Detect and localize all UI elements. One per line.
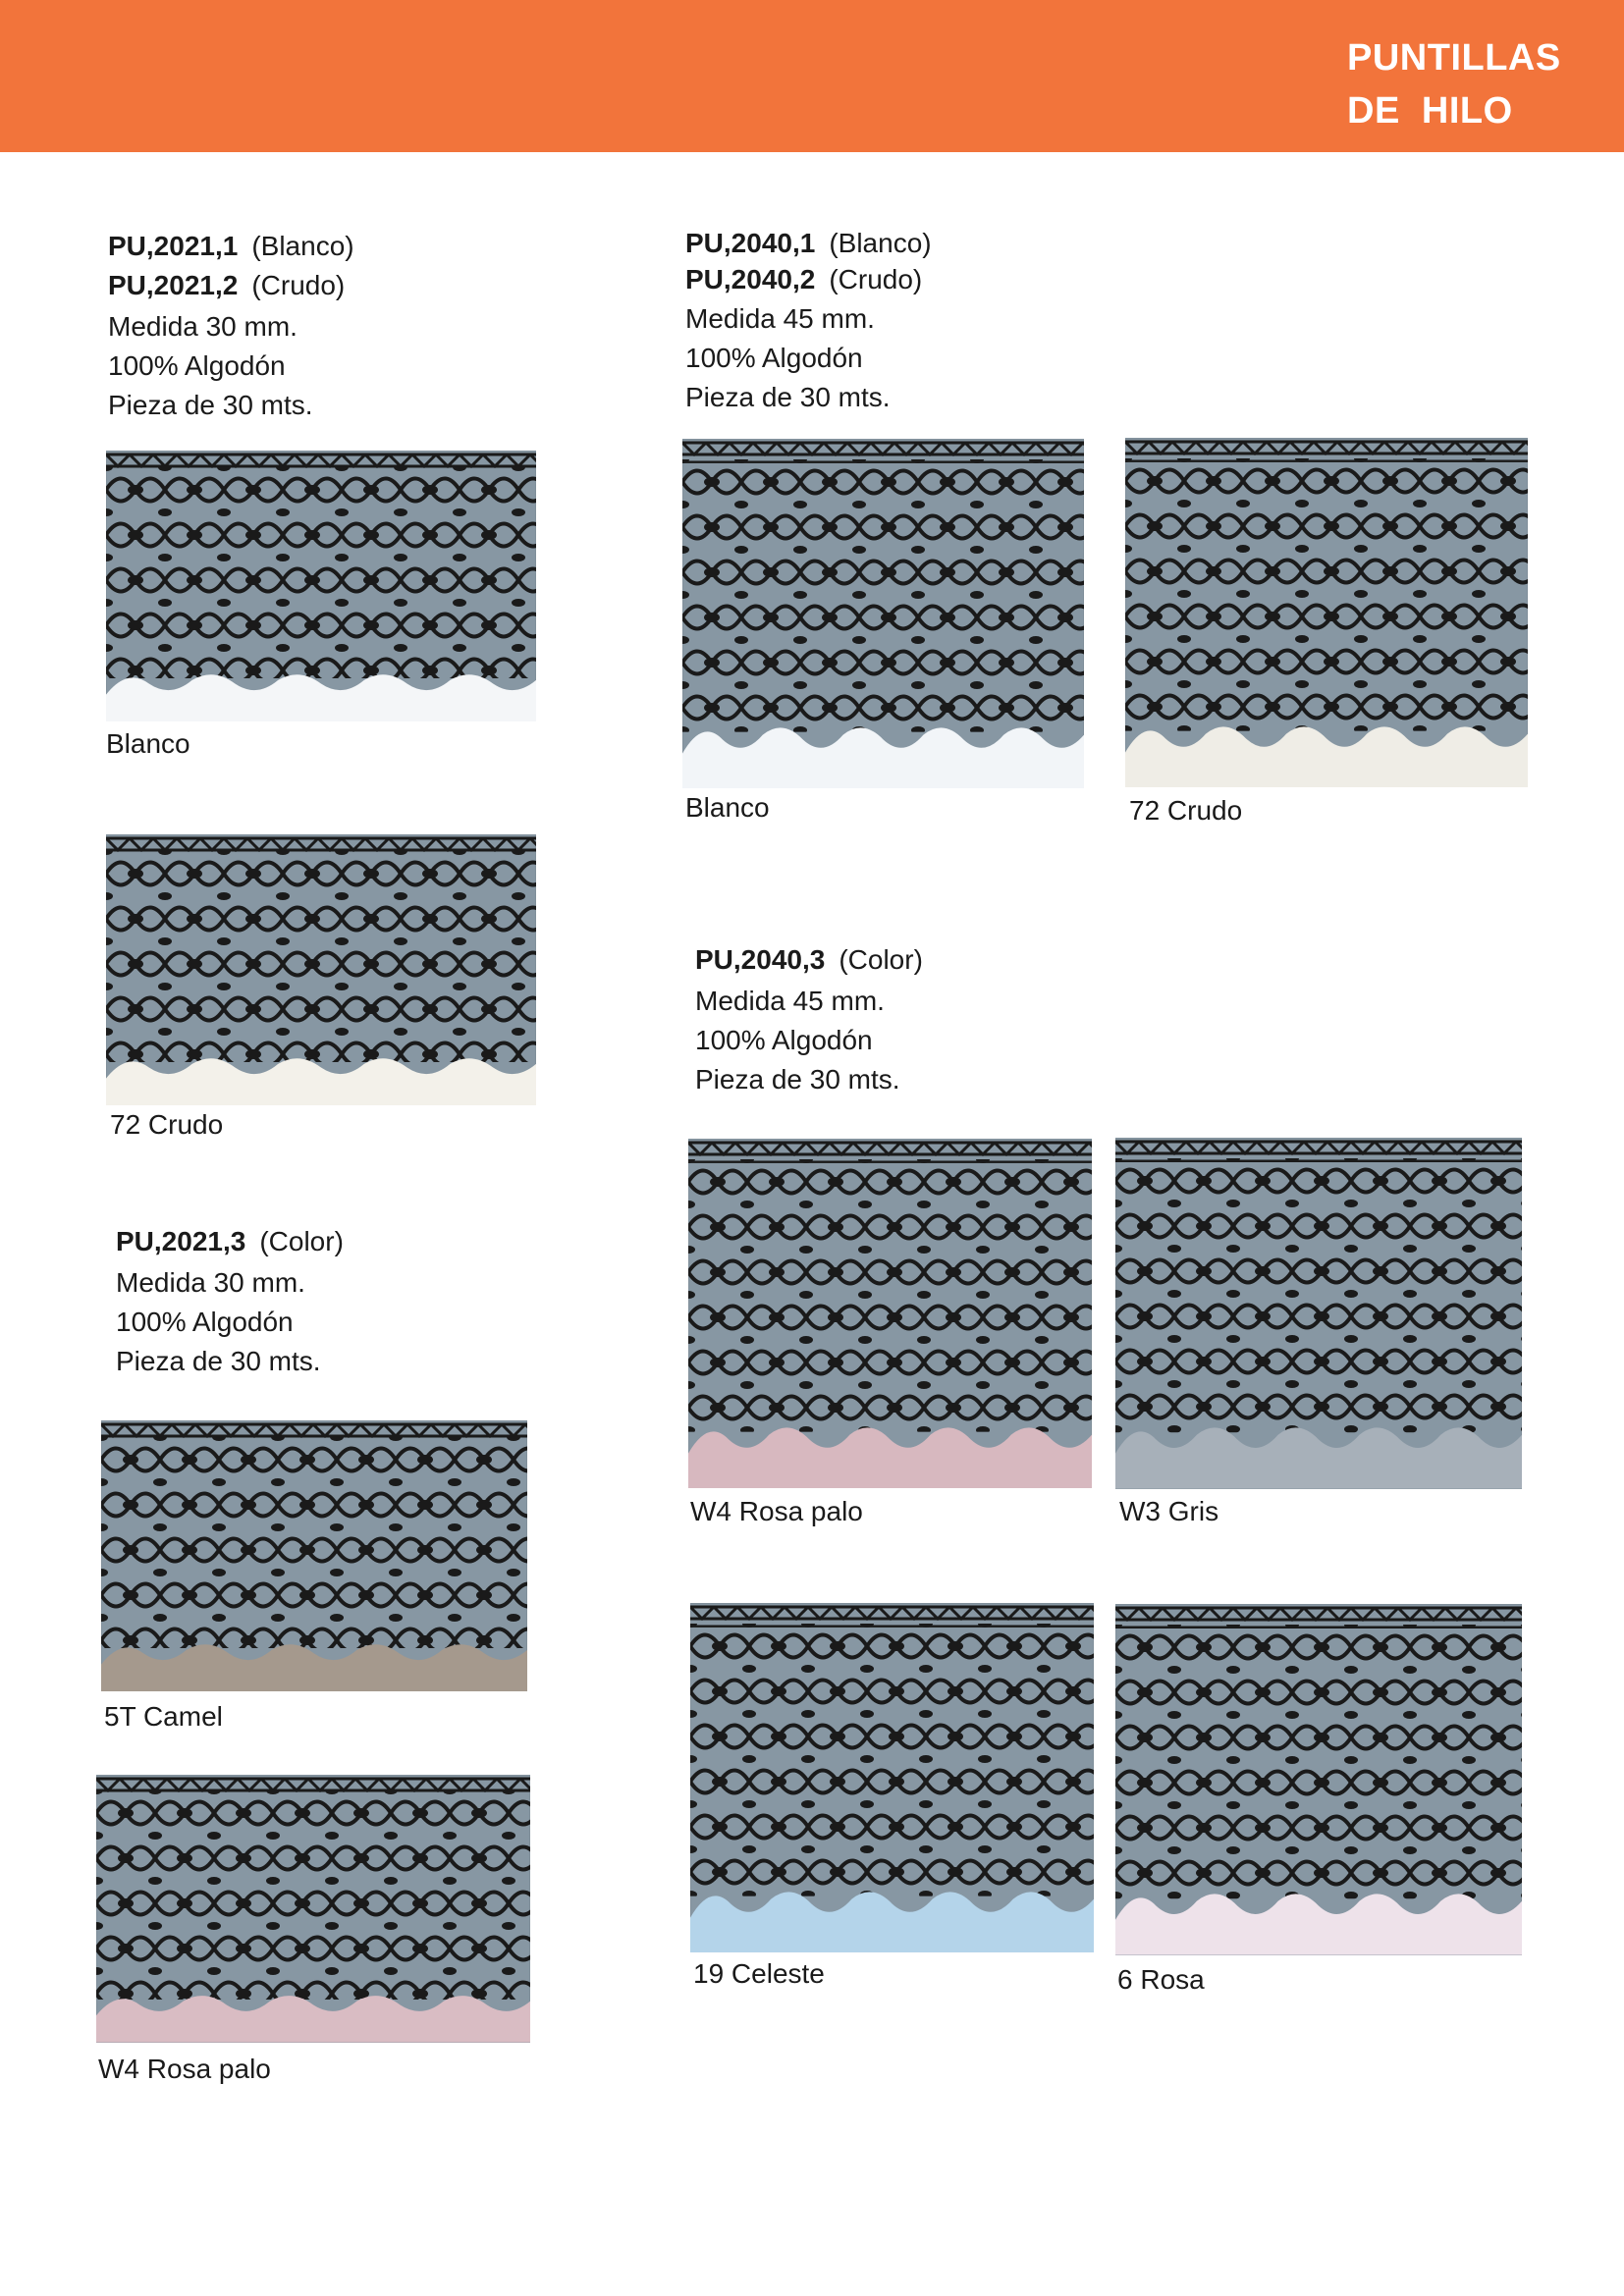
product-piece: Pieza de 30 mts. — [116, 1346, 321, 1376]
product-ref-line — [116, 1222, 344, 1261]
product-variant: (Blanco) — [251, 231, 354, 261]
product-size: Medida 30 mm. — [108, 311, 298, 342]
swatch-caption: 19 Celeste — [693, 1958, 825, 1989]
swatch-caption: 5T Camel — [104, 1701, 223, 1732]
lace-swatch-image — [101, 1420, 527, 1691]
lace-swatch-image — [96, 1775, 530, 2043]
lace-swatch-image — [106, 451, 536, 721]
product-variant: (Crudo) — [251, 270, 346, 300]
product-material: 100% Algodón — [108, 350, 286, 381]
lace-swatch-image — [690, 1603, 1094, 1952]
product-code: PU,2021,1 — [108, 231, 239, 261]
spec-pu2021-white — [108, 227, 354, 425]
lace-swatch-image — [688, 1139, 1092, 1488]
product-variant: (Crudo) — [829, 264, 923, 294]
page-title — [1347, 31, 1561, 137]
product-material: 100% Algodón — [695, 1025, 873, 1055]
swatch-caption: 72 Crudo — [110, 1109, 224, 1140]
product-material: 100% Algodón — [685, 343, 863, 373]
swatch-caption: Blanco — [685, 792, 770, 823]
product-variant: (Color) — [839, 944, 923, 975]
spec-pu2040-color — [695, 940, 923, 1099]
swatch-caption: Blanco — [106, 728, 190, 759]
product-ref-line — [108, 227, 354, 266]
spec-pu2021-color — [116, 1222, 344, 1381]
swatch-caption: W4 Rosa palo — [690, 1496, 863, 1526]
lace-swatch-image — [1115, 1138, 1522, 1489]
product-piece: Pieza de 30 mts. — [695, 1064, 900, 1095]
page-title-line1: PUNTILLAS — [1347, 37, 1561, 79]
product-size: Medida 45 mm. — [695, 986, 885, 1016]
swatch-caption: 72 Crudo — [1129, 795, 1243, 826]
product-material: 100% Algodón — [116, 1307, 294, 1337]
lace-swatch-image — [106, 834, 536, 1105]
lace-swatch-image — [682, 439, 1084, 788]
product-variant: (Color) — [259, 1226, 344, 1256]
spec-pu2040-white — [685, 225, 932, 417]
product-code: PU,2021,2 — [108, 270, 239, 300]
page-title-line2: DE HILO — [1347, 90, 1513, 132]
lace-swatch-image — [1115, 1604, 1522, 1955]
product-piece: Pieza de 30 mts. — [108, 390, 313, 420]
product-piece: Pieza de 30 mts. — [685, 382, 891, 412]
product-size: Medida 30 mm. — [116, 1267, 305, 1298]
product-code: PU,2040,3 — [695, 944, 826, 975]
swatch-caption: W3 Gris — [1119, 1496, 1219, 1526]
product-ref-line — [685, 261, 932, 297]
product-size: Medida 45 mm. — [685, 303, 875, 334]
lace-swatch-image — [1125, 438, 1528, 787]
swatch-caption: W4 Rosa palo — [98, 2054, 271, 2084]
product-ref-line — [685, 225, 932, 261]
product-ref-line — [108, 266, 354, 305]
page-header — [0, 0, 1624, 152]
product-code: PU,2021,3 — [116, 1226, 246, 1256]
swatch-caption: 6 Rosa — [1117, 1964, 1205, 1995]
product-variant: (Blanco) — [829, 228, 932, 258]
product-code: PU,2040,2 — [685, 264, 816, 294]
product-code: PU,2040,1 — [685, 228, 816, 258]
product-ref-line — [695, 940, 923, 980]
